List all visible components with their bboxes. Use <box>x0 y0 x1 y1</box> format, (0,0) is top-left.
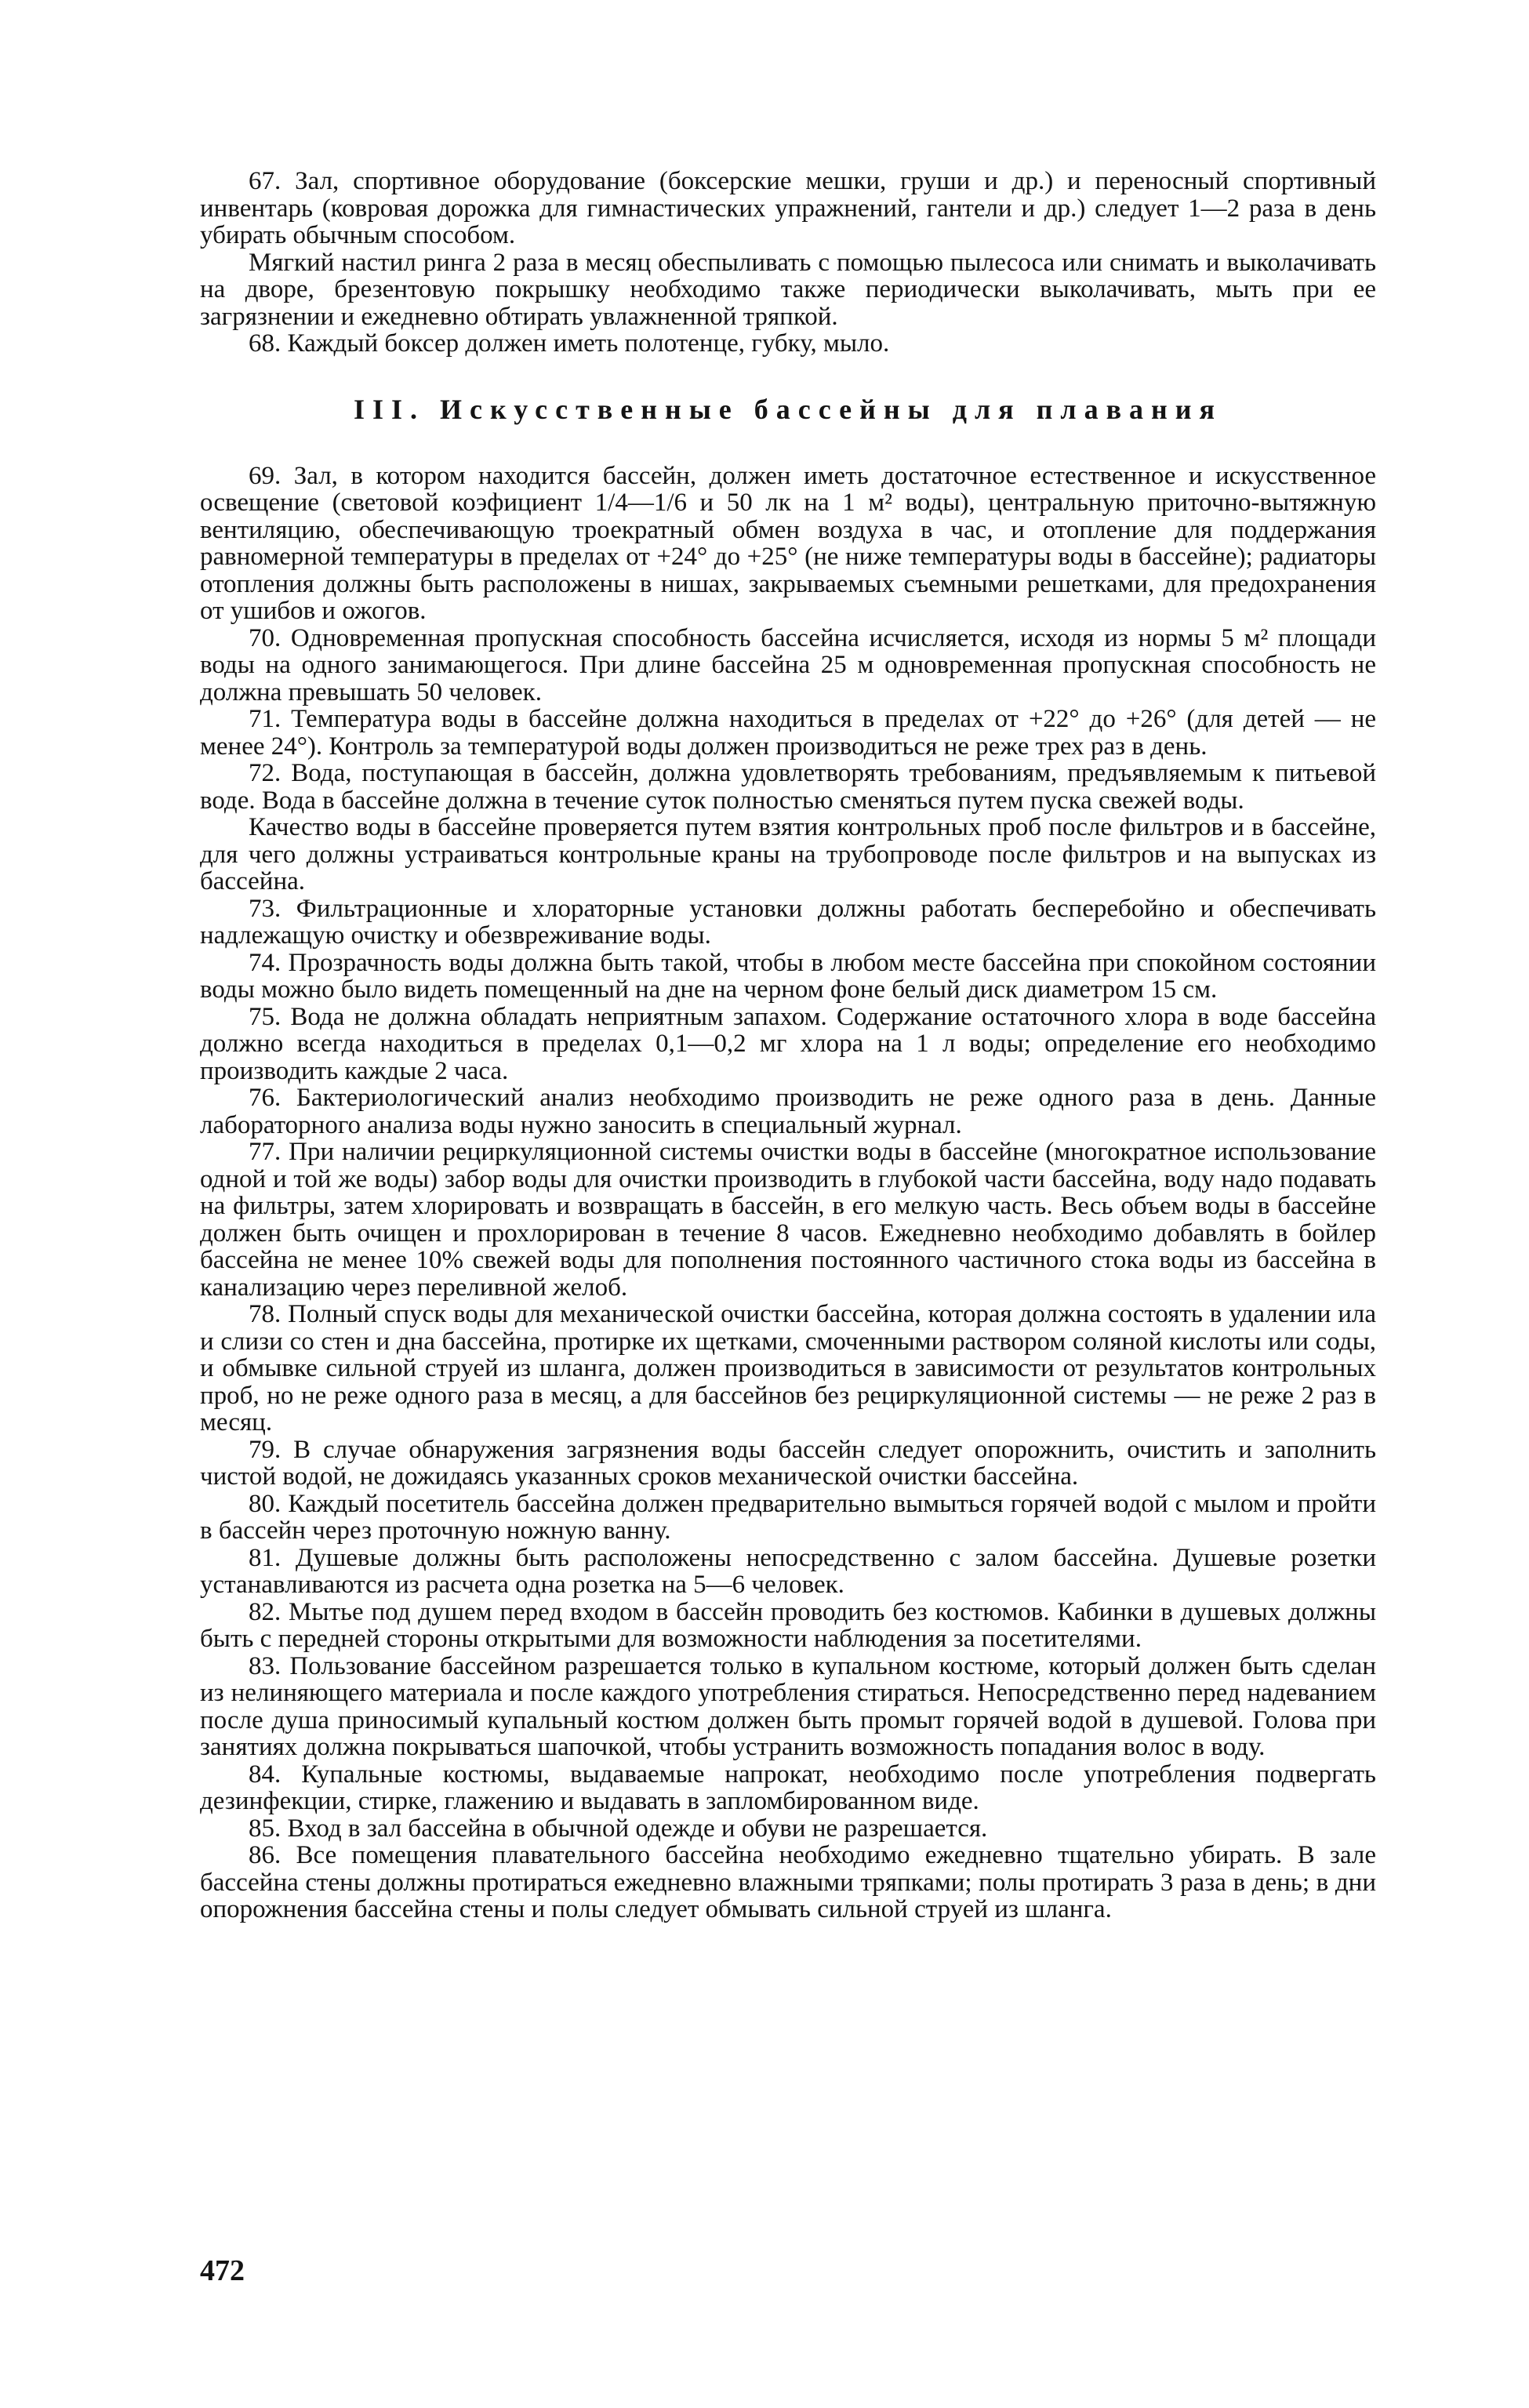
paragraph-72: 72. Вода, поступающая в бассейн, должна удовлетворять требованиям, предъявляемым к питьевой воде. Вода в бассейне должна в течение суток полностью сменяться путем пуска свежей воды. <box>200 759 1376 815</box>
paragraph-ring-cleaning: Мягкий настил ринга 2 раза в месяц обеспыливать с помощью пылесоса или снимать и выколачивать на дворе, брезентовую покрышку необходимо также периодически выколачивать, мыть при ее загрязнении и ежедневно обтирать увлажненной тряпкой. <box>200 248 1376 331</box>
paragraph-water-quality: Качество воды в бассейне проверяется путем взятия контрольных проб после фильтров и в бассейне, для чего должны устраиваться контрольные краны на трубопроводе после фильтров и на выпусках из бассейна. <box>200 813 1376 895</box>
paragraph-86: 86. Все помещения плавательного бассейна необходимо ежедневно тщательно убирать. В зале бассейна стены должны протираться ежедневно влажными тряпками; полы протирать 3 раза в день; в дни опорожнения бассейна стены и полы следует обмывать сильной струей из шланга. <box>200 1841 1376 1923</box>
paragraph-67: 67. Зал, спортивное оборудование (боксерские мешки, груши и др.) и переносный спортивный инвентарь (ковровая дорожка для гимнастических упражнений, гантели и др.) следует 1—2 раза в день убирать обычным способом. <box>200 167 1376 249</box>
paragraph-78: 78. Полный спуск воды для механической очистки бассейна, которая должна состоять в удалении ила и слизи со стен и дна бассейна, протирке их щетками, смоченными раствором соляной кислоты или соды, и обмывке сильной струей из шланга, должен производиться в зависимости от результатов контрольных проб, но не реже одного раза в месяц, а для бассейнов без рециркуляционной системы — не реже 2 раз в месяц. <box>200 1300 1376 1436</box>
paragraph-74: 74. Прозрачность воды должна быть такой, чтобы в любом месте бассейна при спокойном состоянии воды можно было видеть помещенный на дне на черном фоне белый диск диаметром 15 см. <box>200 948 1376 1004</box>
paragraph-77: 77. При наличии рециркуляционной системы очистки воды в бассейне (многократное использование одной и той же воды) забор воды для очистки производить в глубокой части бассейна, воду надо подавать на фильтры, затем хлорировать и возвращать в бассейн, в его мелкую часть. Весь объем воды в бассейне должен быть очищен и прохлорирован в течение 8 часов. Ежедневно необходимо добавлять в бойлер бассейна не менее 10% свежей воды для пополнения постоянного частичного стока воды из бассейна в канализацию через переливной желоб. <box>200 1138 1376 1302</box>
paragraph-83: 83. Пользование бассейном разрешается только в купальном костюме, который должен быть сделан из нелиняющего материала и после каждого употребления стираться. Непосредственно перед надеванием после душа приносимый купальный костюм должен быть промыт горячей водой в душевой. Голова при занятиях должна покрываться шапочкой, чтобы устранить возможность попадания волос в воду. <box>200 1651 1376 1761</box>
paragraph-76: 76. Бактериологический анализ необходимо производить не реже одного раза в день. Данные лабораторного анализа воды нужно заносить в специальный журнал. <box>200 1084 1376 1139</box>
page-body <box>200 168 1376 1923</box>
paragraph-79: 79. В случае обнаружения загрязнения воды бассейн следует опорожнить, очистить и заполнить чистой водой, не дожидаясь указанных сроков механической очистки бассейна. <box>200 1435 1376 1491</box>
paragraph-84: 84. Купальные костюмы, выдаваемые напрокат, необходимо после употребления подвергать дезинфекции, стирке, глажению и выдавать в запломбированном виде. <box>200 1760 1376 1815</box>
section-heading: III. Искусственные бассейны для плавания <box>354 393 1222 425</box>
paragraph-73: 73. Фильтрационные и хлораторные установки должны работать бесперебойно и обеспечивать надлежащую очистку и обезвреживание воды. <box>200 894 1376 950</box>
paragraph-71: 71. Температура воды в бассейне должна находиться в пределах от +22° до +26° (для детей — не менее 24°). Контроль за температурой воды должен производиться не реже трех раз в день. <box>200 705 1376 761</box>
page-number: 472 <box>200 2254 245 2287</box>
paragraph-75: 75. Вода не должна обладать неприятным запахом. Содержание остаточного хлора в воде бассейна должно всегда находиться в пределах 0,1—0,2 мг хлора на 1 л воды; определение его необходимо производить каждые 2 часа. <box>200 1002 1376 1085</box>
paragraph-68: 68. Каждый боксер должен иметь полотенце, губку, мыло. <box>249 329 890 358</box>
paragraph-82: 82. Мытье под душем перед входом в бассейн проводить без костюмов. Кабинки в душевых должны быть с передней стороны открытыми для возможности наблюдения за посетителями. <box>200 1597 1376 1653</box>
paragraph-80: 80. Каждый посетитель бассейна должен предварительно вымыться горячей водой с мылом и пройти в бассейн через проточную ножную ванну. <box>200 1489 1376 1545</box>
paragraph-69: 69. Зал, в котором находится бассейн, должен иметь достаточное естественное и искусственное освещение (световой коэфициент 1/4—1/6 и 50 лк на 1 м² воды), центральную приточно-вытяжную вентиляцию, обеспечивающую троекратный обмен воздуха в час, и отопление для поддержания равномерной температуры в пределах от +24° до +25° (не ниже температуры воды в бассейне); радиаторы отопления должны быть расположены в нишах, закрываемых съемными решетками, для предохранения от ушибов и ожогов. <box>200 461 1376 625</box>
paragraph-70: 70. Одновременная пропускная способность бассейна исчисляется, исходя из нормы 5 м² площади воды на одного занимающегося. При длине бассейна 25 м одновременная пропускная способность не должна превышать 50 человек. <box>200 623 1376 706</box>
paragraph-85: 85. Вход в зал бассейна в обычной одежде и обуви не разрешается. <box>249 1814 988 1843</box>
paragraph-81: 81. Душевые должны быть расположены непосредственно с залом бассейна. Душевые розетки устанавливаются из расчета одна розетка на 5—6 человек. <box>200 1543 1376 1599</box>
